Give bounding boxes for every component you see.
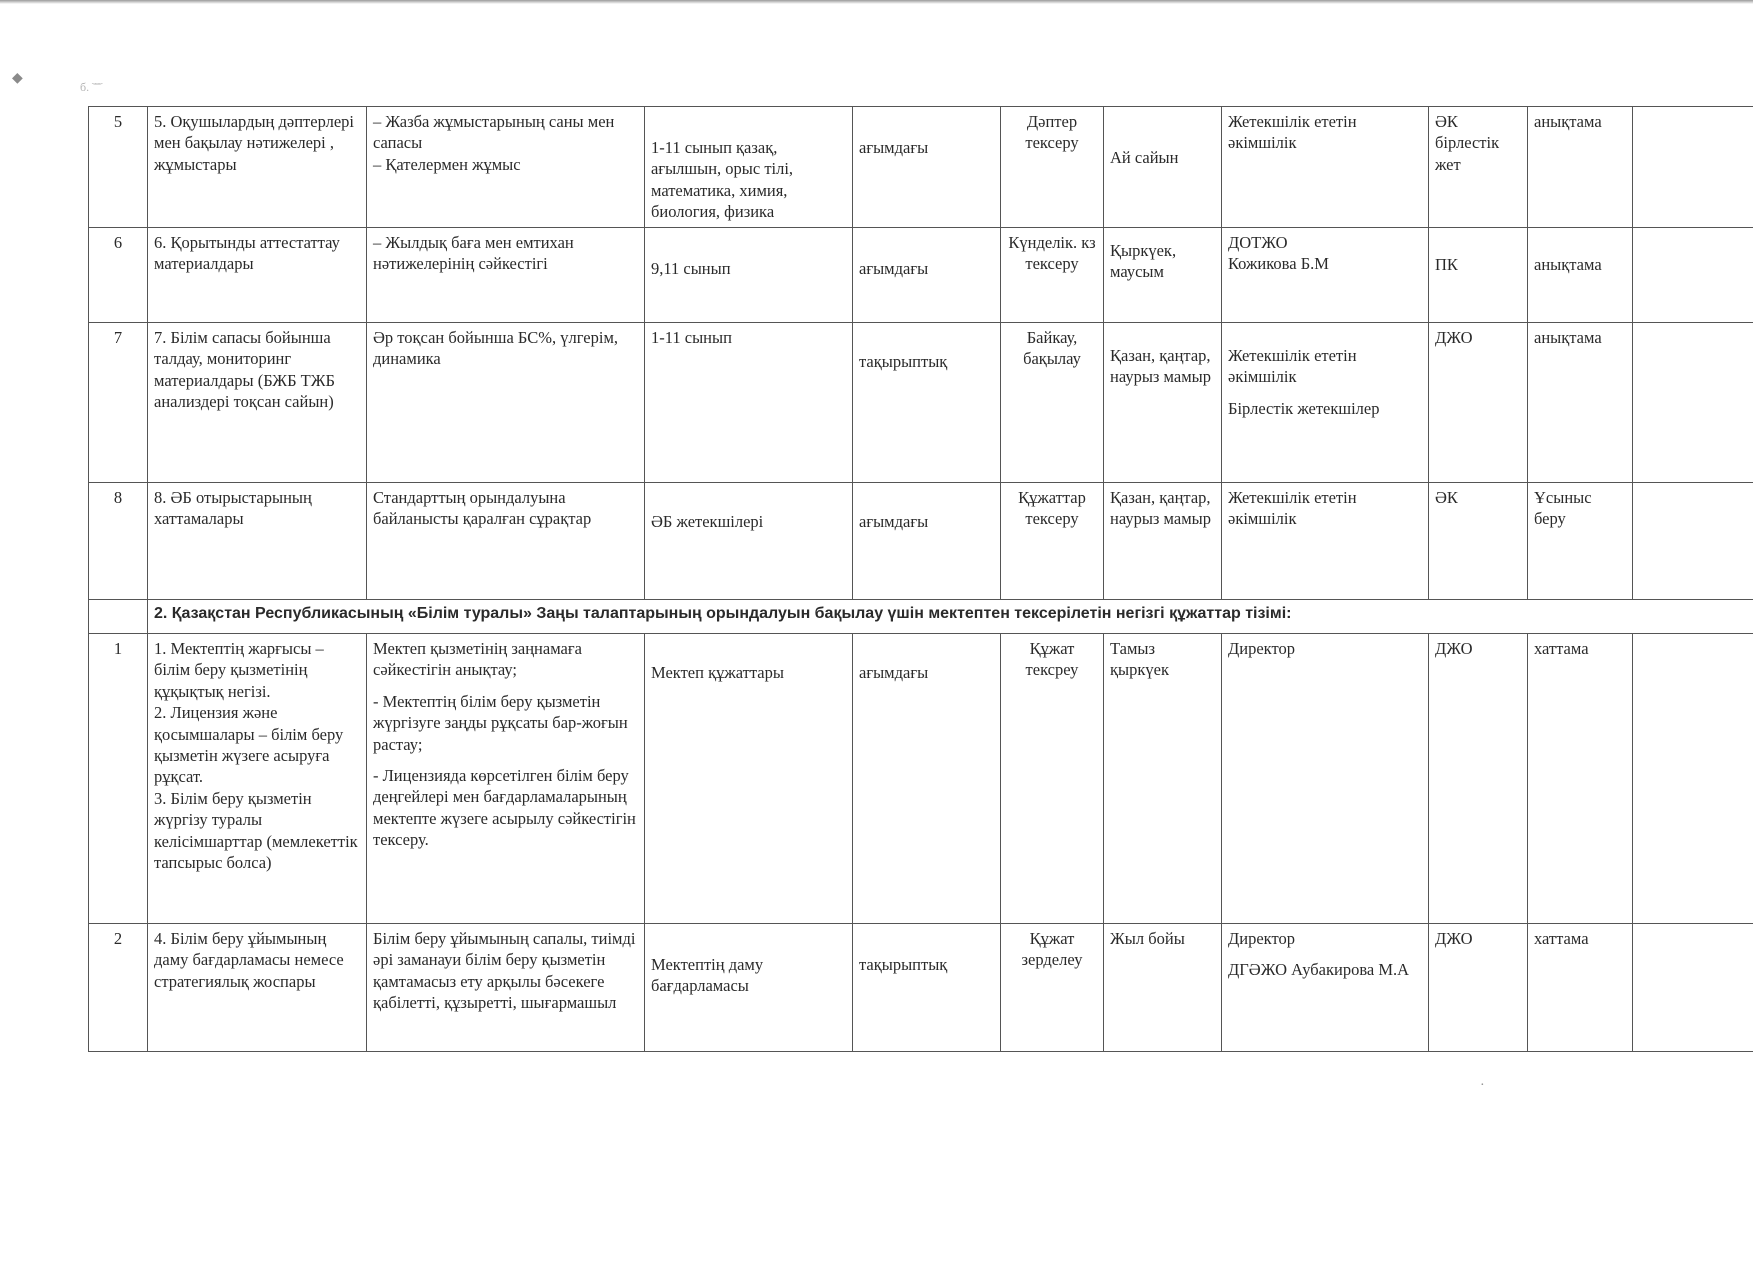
control-method: Құжат тексреу (1001, 633, 1104, 923)
result-form: анықтама (1528, 322, 1633, 482)
review-place: ӘК (1429, 482, 1528, 599)
scan-header-marks: б. ͝ ͝ (80, 80, 96, 94)
control-content: – Жылдық баға мен емтихан нәтижелерінің сәйкестігі (367, 227, 645, 322)
content-paragraph: - Мектептің білім беру қызметін жүргізуге заңды рұқсаты бар-жоғын растау; (373, 691, 628, 754)
control-method: Күнделік. кз тексеру (1001, 227, 1104, 322)
review-place: ДЖО (1429, 923, 1528, 1051)
control-period: Қыркүек, маусым (1104, 227, 1222, 322)
control-method: Құжат зерделеу (1001, 923, 1104, 1051)
empty-cell (1633, 322, 1753, 482)
control-content: Білім беру ұйымының сапалы, тиімді әрі заманауи білім беру қызметін қамтамасыз ету арқылы бәсекеге қабілетті, құзыретті, шығармашыл (367, 923, 645, 1051)
control-object: 1-11 сынып қазақ, ағылшын, орыс тілі, математика, химия, биология, физика (645, 107, 853, 228)
control-topic: 5. Оқушылардың дәптерлері мен бақылау нәтижелері , жұмыстары (148, 107, 367, 228)
responsible (1222, 923, 1429, 1051)
empty-cell (89, 599, 148, 633)
control-type: ағымдағы (853, 482, 1001, 599)
empty-cell (1633, 482, 1753, 599)
section-title: 2. Қазақстан Республикасының «Білім туралы» Заңы талаптарының орындалуын бақылау үшін мектептен тексерілетін негізгі құжаттар тізімі: (148, 599, 1753, 633)
control-period: Қазан, қаңтар, наурыз мамыр (1104, 482, 1222, 599)
control-topic: 6. Қорытынды аттестаттау материалдары (148, 227, 367, 322)
control-object: 9,11 сынып (645, 227, 853, 322)
responsible: Жетекшілік ететін әкімшілік (1222, 107, 1429, 228)
control-topic: 7. Білім сапасы бойынша талдау, мониторинг материалдары (БЖБ ТЖБ анализдері тоқсан сайын) (148, 322, 367, 482)
control-type: ағымдағы (853, 633, 1001, 923)
responsible-line: Жетекшілік ететін әкімшілік (1228, 345, 1357, 387)
responsible-line: Директор (1228, 928, 1295, 948)
table-row (89, 482, 1753, 599)
responsible-line: Бірлестік жетекшілер (1228, 398, 1380, 418)
page-edge (0, 0, 1753, 4)
table-row (89, 923, 1753, 1051)
content-paragraph: - Лицензияда көрсетілген білім беру деңгейлері мен бағдарламаларының мектепте жүзеге асырылу сәйкестігін тексеру. (373, 765, 636, 850)
row-number: 5 (89, 107, 148, 228)
control-topic: 4. Білім беру ұйымының даму бағдарламасы немесе стратегиялық жоспары (148, 923, 367, 1051)
row-number: 2 (89, 923, 148, 1051)
control-object: Мектеп құжаттары (645, 633, 853, 923)
table-row (89, 107, 1753, 228)
scan-mark: ◆ (12, 71, 23, 86)
control-type: ағымдағы (853, 107, 1001, 228)
control-content: Әр тоқсан бойынша БС%, үлгерім, динамика (367, 322, 645, 482)
row-number: 6 (89, 227, 148, 322)
responsible: ДОТЖО Кожикова Б.М (1222, 227, 1429, 322)
control-topic: 8. ӘБ отырыстарының хаттамалары (148, 482, 367, 599)
control-content (367, 633, 645, 923)
control-type: тақырыптық (853, 322, 1001, 482)
scan-dot: · (1480, 1078, 1485, 1093)
control-plan-table (88, 106, 1753, 1052)
control-method: Құжаттар тексеру (1001, 482, 1104, 599)
result-form: хаттама (1528, 923, 1633, 1051)
row-number: 8 (89, 482, 148, 599)
control-content: – Жазба жұмыстарының саны мен сапасы – Қателермен жұмыс (367, 107, 645, 228)
control-method: Дәптер тексеру (1001, 107, 1104, 228)
row-number: 1 (89, 633, 148, 923)
control-method: Байкау, бақылау (1001, 322, 1104, 482)
control-topic: 1. Мектептің жарғысы – білім беру қызметінің құқықтық негізі. 2. Лицензия және қосымшалары – білім беру қызметін жүзеге асыруға рұқсат. 3. Білім беру қызметін жүргізу туралы келісімшарттар (мемлекеттік тапсырыс болса) (148, 633, 367, 923)
control-period: Ай сайын (1104, 107, 1222, 228)
control-period: Жыл бойы (1104, 923, 1222, 1051)
result-form: Ұсыныс беру (1528, 482, 1633, 599)
row-number: 7 (89, 322, 148, 482)
responsible-line: ДГӘЖО Аубакирова М.А (1228, 960, 1410, 980)
responsible (1222, 322, 1429, 482)
control-type: тақырыптық (853, 923, 1001, 1051)
content-paragraph: Мектеп қызметінің заңнамаға сәйкестігін анықтау; (373, 638, 582, 680)
empty-cell (1633, 633, 1753, 923)
result-form: хаттама (1528, 633, 1633, 923)
responsible: Директор (1222, 633, 1429, 923)
result-form: анықтама (1528, 107, 1633, 228)
table-row (89, 633, 1753, 923)
review-place: ПК (1429, 227, 1528, 322)
table-row (89, 322, 1753, 482)
review-place: ӘК бірлестік жет (1429, 107, 1528, 228)
section-row (89, 599, 1753, 633)
review-place: ДЖО (1429, 322, 1528, 482)
control-type: ағымдағы (853, 227, 1001, 322)
result-form: анықтама (1528, 227, 1633, 322)
table-row (89, 227, 1753, 322)
control-period: Тамыз қыркүек (1104, 633, 1222, 923)
empty-cell (1633, 227, 1753, 322)
review-place: ДЖО (1429, 633, 1528, 923)
empty-cell (1633, 107, 1753, 228)
control-content: Стандарттың орындалуына байланысты қаралған сұрақтар (367, 482, 645, 599)
control-object: Мектептің даму бағдарламасы (645, 923, 853, 1051)
control-object: 1-11 сынып (645, 322, 853, 482)
responsible: Жетекшілік ететін әкімшілік (1222, 482, 1429, 599)
control-period: Қазан, қаңтар, наурыз мамыр (1104, 322, 1222, 482)
empty-cell (1633, 923, 1753, 1051)
control-object: ӘБ жетекшілері (645, 482, 853, 599)
